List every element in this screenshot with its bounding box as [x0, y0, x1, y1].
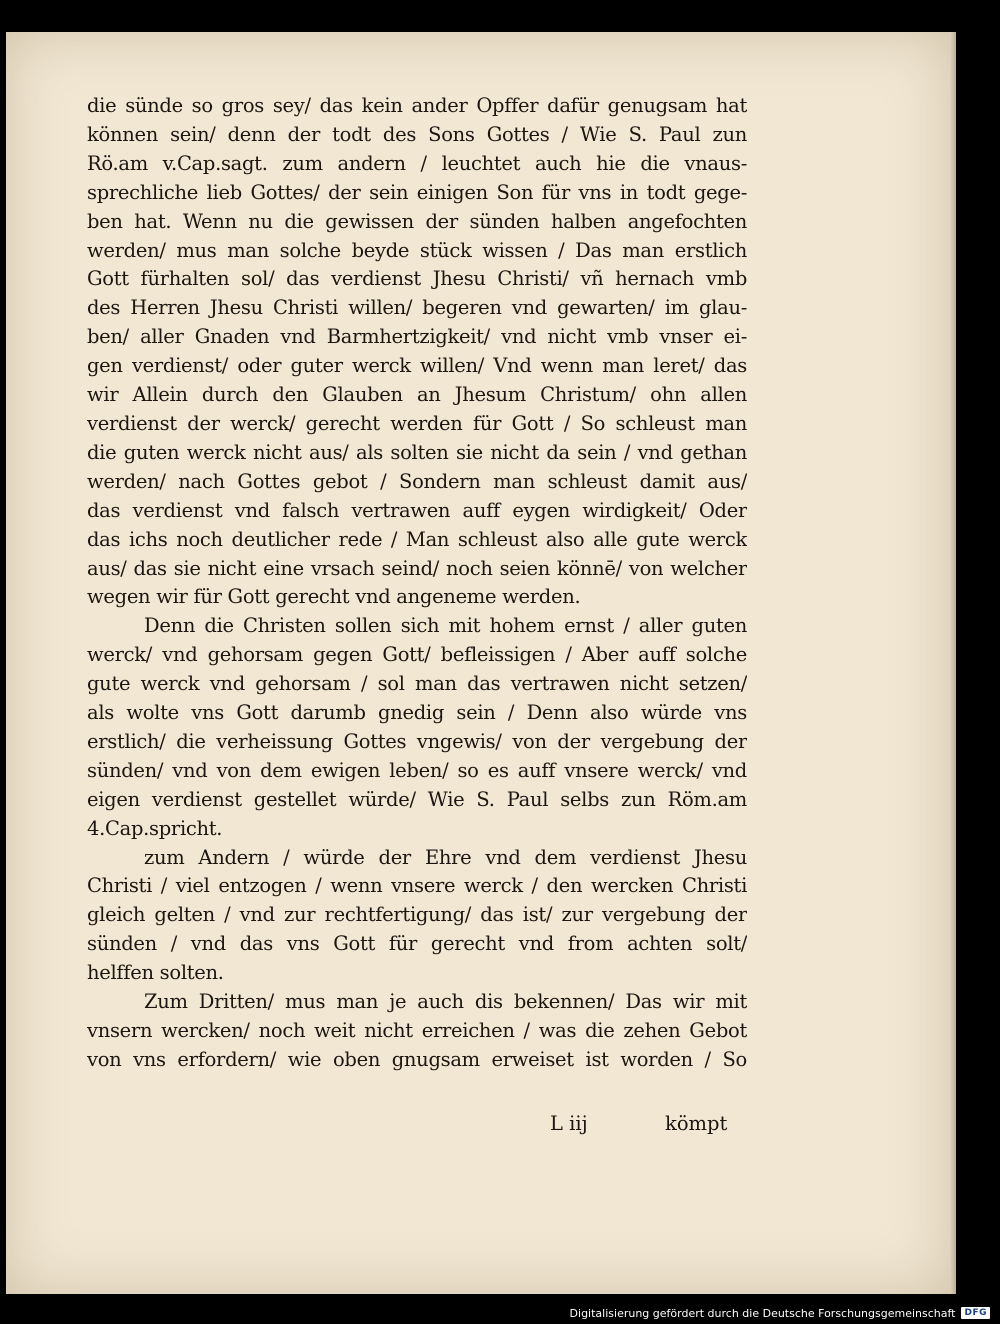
text-line: werden/ mus man solche beyde stück wissen / Das man erstlich: [87, 238, 747, 262]
text-line: Christi / viel entzogen / wenn vnsere werck / den wercken Christi: [87, 874, 747, 898]
text-line: Denn die Christen sollen sich mit hohem ernst / aller guten: [144, 614, 747, 638]
page-edge: [950, 32, 956, 1294]
text-line: sünden / vnd das vns Gott für gerecht vnd from achten solt/: [87, 932, 747, 956]
text-line: können sein/ denn der todt des Sons Gottes / Wie S. Paul zun: [87, 122, 747, 146]
text-line: vnsern wercken/ noch weit nicht erreichen / was die zehen Gebot: [87, 1019, 747, 1042]
text-line: aus/ das sie nicht eine vrsach seind/ noch seien könnē/ von welcher: [87, 556, 747, 580]
text-line: wegen wir für Gott gerecht vnd angeneme werden.: [87, 585, 581, 609]
text-line: von vns erfordern/ wie oben gnugsam erweiset ist worden / So: [87, 1047, 747, 1071]
text-line: Zum Dritten/ mus man je auch dis bekennen/ Das wir mit: [144, 990, 747, 1014]
signature-mark: L iij: [550, 1112, 588, 1135]
text-line: das ichs noch deutlicher rede / Man schleust also alle gute werck: [87, 527, 747, 551]
text-line: das verdienst vnd falsch vertrawen auff eygen wirdigkeit/ Oder: [87, 498, 747, 522]
page-text: [87, 92, 747, 1075]
text-line: werck/ vnd gehorsam gegen Gott/ befleissigen / Aber auff solche: [87, 643, 747, 667]
text-line: Gott fürhalten sol/ das verdienst Jhesu Christi/ vñ hernach vmb: [87, 267, 747, 291]
text-line: die sünde so gros sey/ das kein ander Opffer dafür genugsam hat: [87, 94, 747, 117]
text-line: Rö.am v.Cap.sagt. zum andern / leuchtet auch hie die vnaus-: [87, 151, 747, 175]
text-line: sünden/ vnd von dem ewigen leben/ so es auff vnsere werck/ vnd: [87, 758, 747, 782]
text-line: wir Allein durch den Glauben an Jhesum Christum/ ohn allen: [87, 383, 747, 407]
text-line: ben/ aller Gnaden vnd Barmhertzigkeit/ vnd nicht vmb vnser ei-: [87, 325, 747, 349]
funding-text: Digitalisierung gefördert durch die Deutsche Forschungsgemeinschaft: [569, 1306, 956, 1320]
text-line: gleich gelten / vnd zur rechtfertigung/ das ist/ zur vergebung der: [87, 903, 747, 927]
text-line: die guten werck nicht aus/ als solten sie nicht da sein / vnd gethan: [87, 440, 747, 464]
text-line: 4.Cap.spricht.: [87, 816, 223, 840]
text-line: des Herren Jhesu Christi willen/ begeren vnd gewarten/ im glau-: [87, 296, 747, 320]
text-line: verdienst der werck/ gerecht werden für Gott / So schleust man: [87, 411, 747, 435]
catchword: kömpt: [665, 1112, 728, 1135]
text-line: zum Andern / würde der Ehre vnd dem verdienst Jhesu: [144, 845, 747, 869]
text-line: helffen solten.: [87, 961, 224, 985]
funding-footer: [0, 1302, 1000, 1324]
text-line: ben hat. Wenn nu die gewissen der sünden halben angefochten: [87, 209, 747, 233]
text-line: gen verdienst/ oder guter werck willen/ Vnd wenn man leret/ das: [87, 354, 747, 378]
text-line: als wolte vns Gott darumb gnedig sein / Denn also würde vns: [87, 701, 747, 725]
dfg-logo-icon: DFG: [961, 1307, 990, 1319]
text-line: eigen verdienst gestellet würde/ Wie S. Paul selbs zun Röm.am: [87, 787, 747, 811]
text-line: gute werck vnd gehorsam / sol man das vertrawen nicht setzen/: [87, 672, 747, 696]
text-line: erstlich/ die verheissung Gottes vngewis/ von der vergebung der: [87, 729, 747, 753]
text-line: werden/ nach Gottes gebot / Sondern man schleust damit aus/: [87, 469, 747, 493]
text-line: sprechliche lieb Gottes/ der sein einigen Son für vns in todt gege-: [87, 180, 747, 204]
